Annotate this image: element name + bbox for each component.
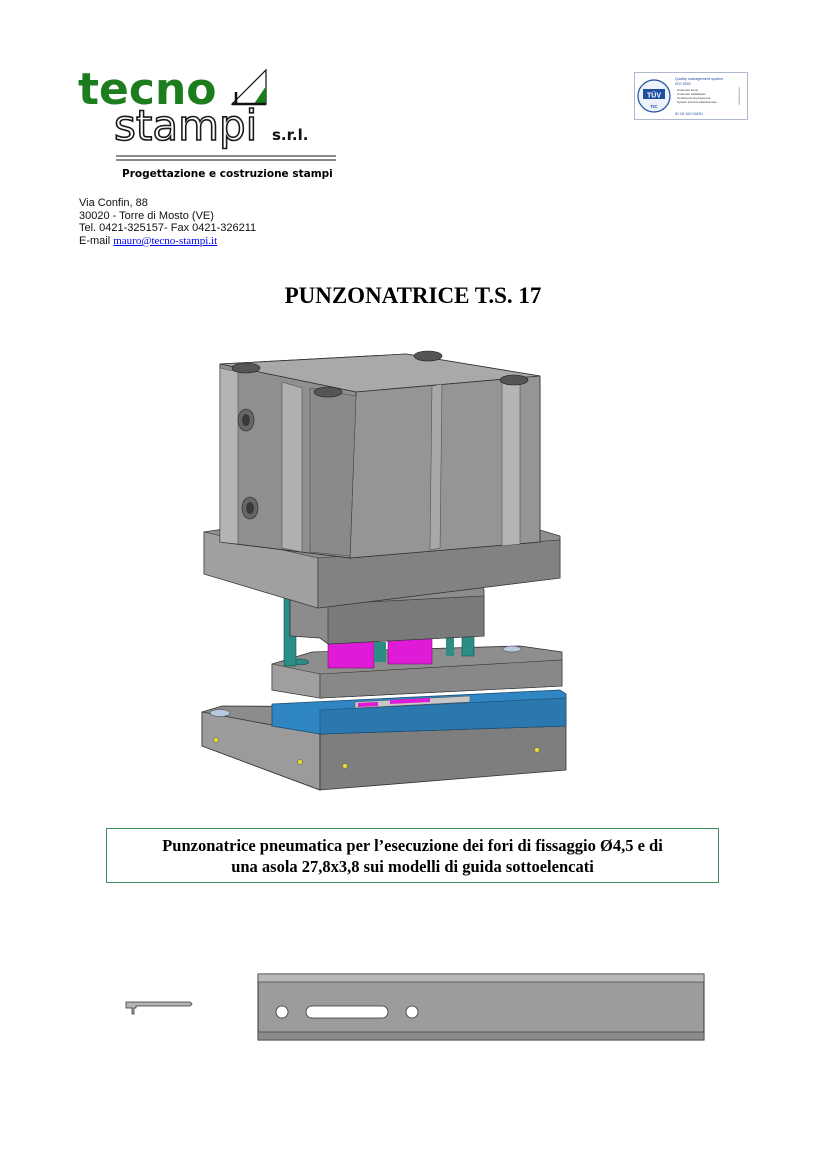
address-city: 30020 - Torre di Mosto (VE) <box>79 209 214 222</box>
logo-tagline: Progettazione e costruzione stampi <box>122 168 333 180</box>
email-label: E-mail <box>79 234 114 247</box>
company-logo <box>76 62 348 187</box>
cert-number: ID 15 100 04291 <box>675 112 704 116</box>
description-line-2: una asola 27,8x3,8 sui modelli di guida sottoelencati <box>231 857 594 876</box>
company-address <box>79 197 256 247</box>
description-line-1: Punzonatrice pneumatica per l’esecuzione dei fori di fissaggio Ø4,5 e di <box>162 836 663 855</box>
cert-bullet: Customer satisfaction <box>677 92 706 96</box>
logo-text-tecno: tecno <box>78 64 217 115</box>
cert-title: Quality management system <box>675 77 724 81</box>
mounting-hole <box>276 1006 288 1018</box>
logo-emblem-icon <box>232 70 266 104</box>
address-phone: Tel. 0421-325157- Fax 0421-326211 <box>79 222 257 235</box>
guide-rail-drawing <box>256 972 706 1042</box>
pneumatic-cylinder <box>220 351 540 558</box>
cert-standard: ISO 9001 <box>675 82 692 86</box>
address-email-row <box>79 235 256 248</box>
cert-bullet: Continuous improvement <box>677 96 711 100</box>
logo-suffix: s.r.l. <box>272 126 309 144</box>
cert-body: TÜV <box>647 92 661 100</box>
logo-text-stampi: stampi <box>114 101 258 150</box>
address-street: Via Confin, 88 <box>79 197 148 209</box>
cert-mark: TIC <box>650 104 658 109</box>
cert-url: www.tuv.com <box>737 87 741 105</box>
description-box <box>106 828 719 883</box>
mounting-hole <box>406 1006 418 1018</box>
page-title: PUNZONATRICE T.S. 17 <box>284 283 542 308</box>
cert-bullet: Customer focus <box>677 88 699 92</box>
cert-bullet: System process effectiveness <box>677 100 717 104</box>
slot-hole <box>306 1006 388 1018</box>
guide-profile-section-drawing <box>122 998 194 1018</box>
punch-press-illustration <box>200 346 572 792</box>
tuv-certification-badge <box>634 72 748 120</box>
email-link[interactable]: mauro@tecno-stampi.it <box>113 234 218 247</box>
